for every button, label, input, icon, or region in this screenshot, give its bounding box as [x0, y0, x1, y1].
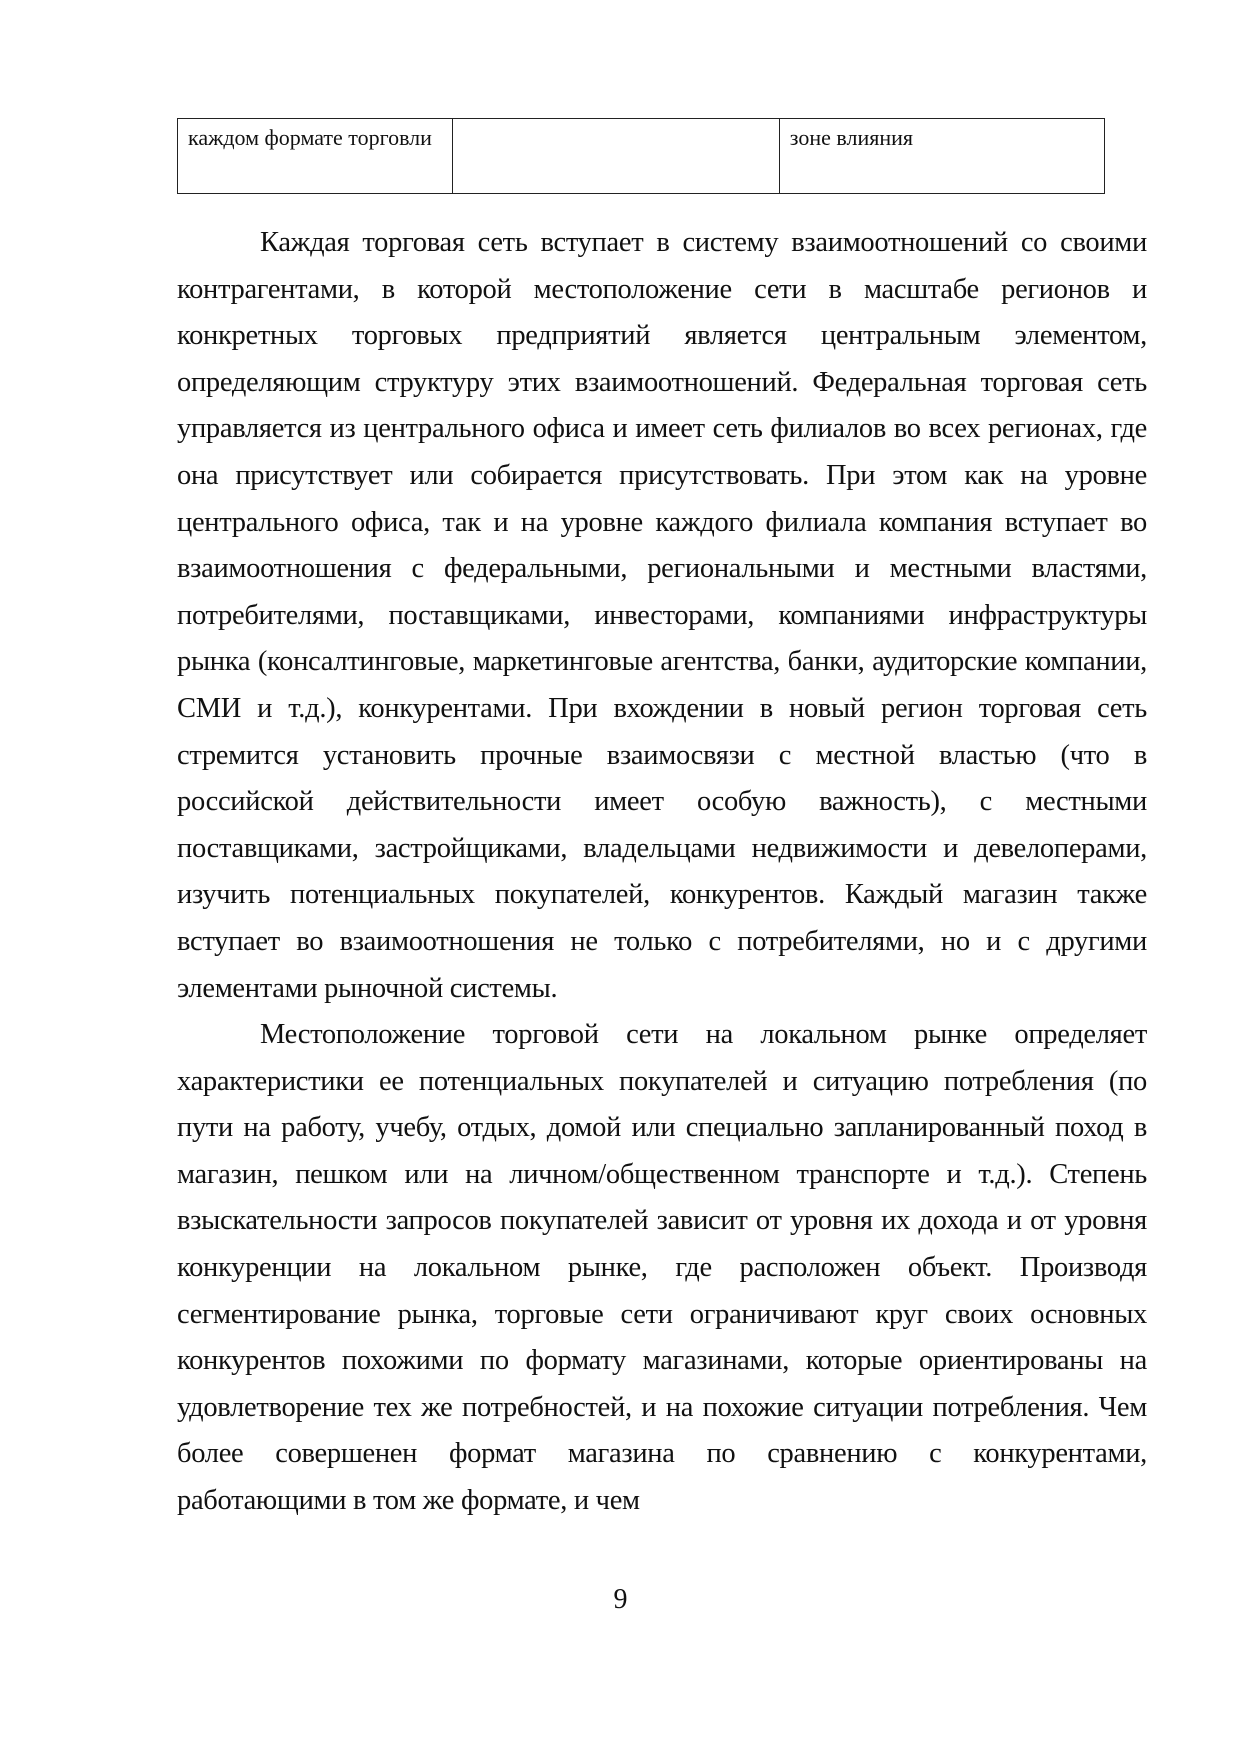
body-text — [177, 220, 1147, 1525]
page-number: 9 — [613, 1584, 628, 1615]
table-cell — [178, 119, 453, 194]
table-cell-text: зоне влияния — [789, 125, 914, 150]
table-cell — [452, 119, 779, 194]
table-cell-text: каждом формате торговли — [188, 125, 432, 150]
table-row — [178, 119, 1105, 194]
paragraph: Каждая торговая сеть вступает в систему взаимоотношений со своими контрагентами, в которой местоположение сети в масштабе регионов и конкретных торговых предприятий является центральным элементом, определяющим структуру этих взаимоотношений. Федеральная торговая сеть управляется из центрального офиса и имеет сеть филиалов во всех регионах, где она присутствует или собирается присутствовать. При этом как на уровне центрального офиса, так и на уровне каждого филиала компания вступает во взаимоотношения с федеральными, региональными и местными властями, потребителями, поставщиками, инвесторами, компаниями инфраструктуры рынка (консалтинговые, маркетинговые агентства, банки, аудиторские компании, СМИ и т.д.), конкурентами. При вхождении в новый регион торговая сеть стремится установить прочные взаимосвязи с местной властью (что в российской действительности имеет особую важность), с местными поставщиками, застройщиками, владельцами недвижимости и девелоперами, изучить потенциальных покупателей, конкурентов. Каждый магазин также вступает во взаимоотношения не только с потребителями, но и с другими элементами рыночной системы. — [177, 227, 1147, 1004]
paragraph: Местоположение торговой сети на локальном рынке определяет характеристики ее потенциальных покупателей и ситуацию потребления (по пути на работу, учебу, отдых, домой или специально запланированный поход в магазин, пешком или на личном/общественном транспорте и т.д.). Степень взыскательности запросов покупателей зависит от уровня их дохода и от уровня конкуренции на локальном рынке, где расположен объект. Производя сегментирование рынка, торговые сети ограничивают круг своих основных конкурентов похожими по формату магазинами, которые ориентированы на удовлетворение тех же потребностей, и на похожие ситуации потребления. Чем более совершенен формат магазина по сравнению с конкурентами, работающими в том же формате, и чем — [177, 1019, 1147, 1517]
table-cell — [779, 119, 1104, 194]
table-fragment — [177, 118, 1105, 194]
